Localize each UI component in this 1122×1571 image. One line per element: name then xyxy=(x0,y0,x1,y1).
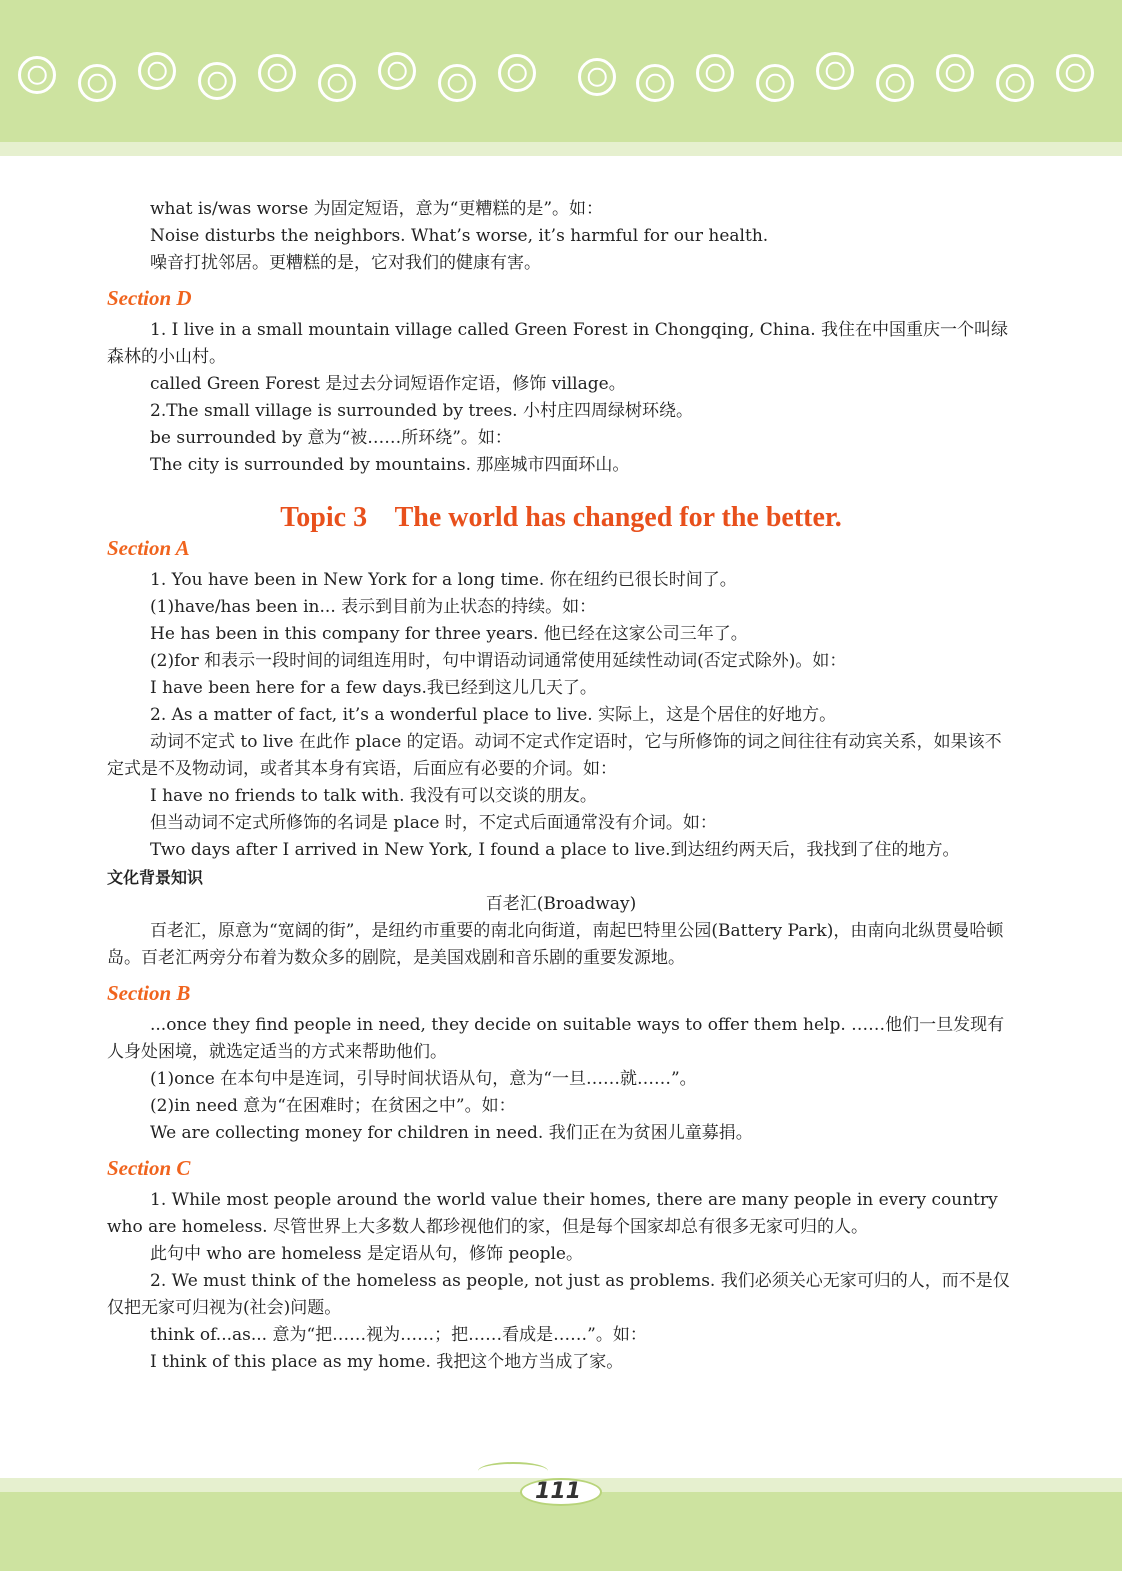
paragraph: I have been here for a few days.我已经到这儿几天了。 xyxy=(150,678,597,698)
section-d-heading: Section D xyxy=(107,286,192,310)
ring-decoration-3 xyxy=(138,52,176,90)
paragraph: 1. You have been in New York for a long time. 你在纽约已很长时间了。 xyxy=(150,570,737,590)
ring-decoration-16 xyxy=(936,54,974,92)
ring-decoration-5 xyxy=(258,54,296,92)
page-number: 111 xyxy=(535,1479,581,1504)
paragraph: 噪音打扰邻居。更糟糕的是，它对我们的健康有害。 xyxy=(150,253,541,273)
ring-decoration-12 xyxy=(696,54,734,92)
ring-decoration-11 xyxy=(636,64,674,102)
ring-decoration-6 xyxy=(318,64,356,102)
paragraph: what is/was worse 为固定短语，意为“更糟糕的是”。如： xyxy=(150,199,604,219)
ring-decoration-9 xyxy=(498,54,536,92)
paragraph: 动词不定式 to live 在此作 place 的定语。动词不定式作定语时，它与所修饰的词之间往往有动宾关系，如果该不定式是不及物动词，或者其本身有宾语，后面应有必要的介词。如： xyxy=(107,732,1002,779)
ring-decoration-8 xyxy=(438,64,476,102)
header-band xyxy=(0,0,1122,142)
paragraph: Two days after I arrived in New York, I found a place to live.到达纽约两天后，我找到了住的地方。 xyxy=(150,840,960,860)
paragraph: think of...as... 意为“把……视为……；把……看成是……”。如： xyxy=(150,1325,647,1345)
paragraph: be surrounded by 意为“被……所环绕”。如： xyxy=(150,428,512,448)
culture-heading: 文化背景知识 xyxy=(107,868,204,887)
ring-decoration-17 xyxy=(996,64,1034,102)
section-b-heading: Section B xyxy=(107,981,191,1005)
paragraph: 1. While most people around the world value their homes, there are many people in every country who are homeless. 尽管世界上大多数人都珍视他们的家，但是每个国家却总有很多无家可归的人。 xyxy=(107,1190,998,1237)
paragraph: (1)once 在本句中是连词，引导时间状语从句，意为“一旦……就……”。 xyxy=(150,1069,697,1089)
paragraph: I think of this place as my home. 我把这个地方当成了家。 xyxy=(150,1352,624,1372)
ring-decoration-4 xyxy=(198,62,236,100)
paragraph: ...once they find people in need, they decide on suitable ways to offer them help. ……他们一旦发现有人身处困境，就选定适当的方式来帮助他们。 xyxy=(107,1015,1005,1062)
paragraph: 此句中 who are homeless 是定语从句，修饰 people。 xyxy=(150,1244,583,1264)
header-strip xyxy=(0,142,1122,156)
topic-title: Topic 3 The world has changed for the better. xyxy=(280,502,842,533)
ring-decoration-10 xyxy=(578,58,616,96)
section-c-heading: Section C xyxy=(107,1156,191,1180)
paragraph: 2. We must think of the homeless as people, not just as problems. 我们必须关心无家可归的人，而不是仅仅把无家可归视为(社会)问题。 xyxy=(107,1271,1010,1318)
paragraph: 1. I live in a small mountain village called Green Forest in Chongqing, China. 我住在中国重庆一个叫绿森林的小山村。 xyxy=(107,320,1009,367)
paragraph: (2)in need 意为“在困难时；在贫困之中”。如： xyxy=(150,1096,516,1116)
paragraph: Noise disturbs the neighbors. What’s worse, it’s harmful for our health. xyxy=(150,226,769,246)
paragraph: (1)have/has been in... 表示到目前为止状态的持续。如： xyxy=(150,597,597,617)
ring-decoration-2 xyxy=(78,64,116,102)
ring-decoration-18 xyxy=(1056,54,1094,92)
paragraph: 2. As a matter of fact, it’s a wonderful place to live. 实际上，这是个居住的好地方。 xyxy=(150,705,837,725)
paragraph: He has been in this company for three years. 他已经在这家公司三年了。 xyxy=(150,624,748,644)
paragraph: 2.The small village is surrounded by trees. 小村庄四周绿树环绕。 xyxy=(150,401,693,421)
paragraph: 但当动词不定式所修饰的名词是 place 时，不定式后面通常没有介词。如： xyxy=(150,813,717,833)
ring-decoration-13 xyxy=(756,64,794,102)
ring-decoration-14 xyxy=(816,52,854,90)
paragraph: We are collecting money for children in need. 我们正在为贫困儿童募捐。 xyxy=(150,1123,753,1143)
ring-decoration-15 xyxy=(876,64,914,102)
culture-title: 百老汇(Broadway) xyxy=(485,894,637,914)
paragraph: (2)for 和表示一段时间的词组连用时，句中谓语动词通常使用延续性动词(否定式除外)。如： xyxy=(150,651,847,671)
ring-decoration-1 xyxy=(18,56,56,94)
page-content xyxy=(107,196,1015,1376)
culture-text: 百老汇，原意为“宽阔的街”，是纽约市重要的南北向街道，南起巴特里公园(Battery Park)，由南向北纵贯曼哈顿岛。百老汇两旁分布着为数众多的剧院，是美国戏剧和音乐剧的重要发源地。 xyxy=(107,921,1004,968)
section-a-heading: Section A xyxy=(107,536,190,560)
paragraph: The city is surrounded by mountains. 那座城市四面环山。 xyxy=(150,455,630,475)
paragraph: I have no friends to talk with. 我没有可以交谈的朋友。 xyxy=(150,786,597,806)
ring-decoration-7 xyxy=(378,52,416,90)
paragraph: called Green Forest 是过去分词短语作定语，修饰 village。 xyxy=(150,374,626,394)
